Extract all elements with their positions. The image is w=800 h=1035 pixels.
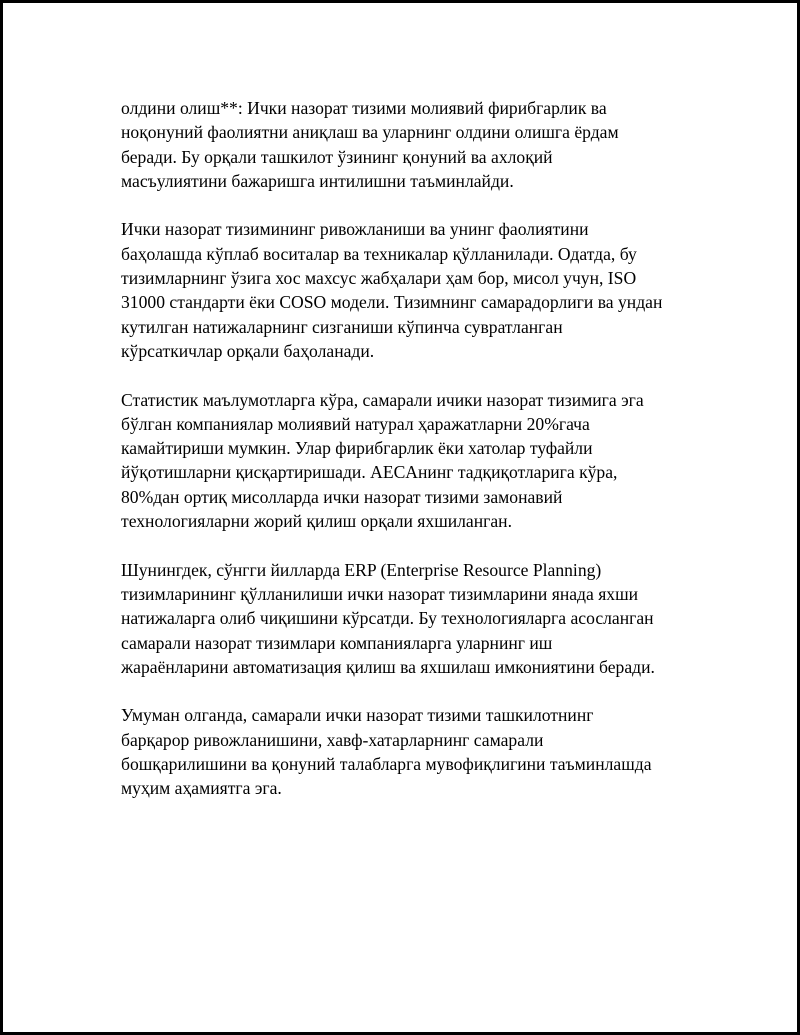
text-line: баҳолашда кўплаб воситалар ва техникалар қўлланилади. Одатда, бу [121,243,637,264]
text-line: беради. Бу орқали ташкилот ўзининг қонуний ва ахлоқий [121,146,553,167]
text-line: тизимларининг қўлланилиши ички назорат тизимларини янада яхши [121,583,639,604]
text-line: Ички назорат тизимининг ривожланиши ва унинг фаолиятини [121,219,589,240]
paragraph-conclusion [121,703,721,800]
text-line: йўқотишларни қисқартиришади. AECAнинг тадқиқотларига кўра, [121,462,618,483]
text-line: 80%дан ортиқ мисолларда ички назорат тизими замонавий [121,486,563,507]
text-line: Умуман олганда, самарали ички назорат тизими ташкилотнинг [121,705,594,726]
text-line: бўлган компаниялар молиявий натурал ҳаражатларни 20%гача [121,413,590,434]
text-line: тизимларнинг ўзига хос махсус жабҳалари ҳам бор, мисол учун, ISO [121,268,637,289]
text-line: самарали назорат тизимлари компанияларга уларнинг иш [121,632,553,653]
text-line: Шунингдек, сўнгги йилларда ERP (Enterprise Resource Planning) [121,559,602,580]
text-line: барқарор ривожланишини, хавф-хатарларнинг самарали [121,729,544,750]
paragraph-erp-systems [121,558,721,679]
text-line: технологияларни жорий қилиш орқали яхшиланган. [121,511,512,532]
text-line: масъулиятини бажаришга интилишни таъминлайди. [121,170,514,191]
text-line: муҳим аҳамиятга эга. [121,778,282,799]
text-line: натижаларга олиб чиқишини кўрсатди. Бу технологияларга асосланган [121,608,654,629]
paragraph-statistics [121,388,721,534]
text-line: жараёнларини автоматизация қилиш ва яхшилаш имкониятини беради. [121,656,655,677]
document-body [121,96,721,825]
text-line: ноқонуний фаолиятни аниқлаш ва уларнинг олдини олишга ёрдам [121,122,619,143]
paragraph-evaluation-tools [121,217,721,363]
text-line: камайтириши мумкин. Улар фирибгарлик ёки хатолар туфайли [121,438,593,459]
text-line: кўрсаткичлар орқали баҳоланади. [121,340,375,361]
text-line: 31000 стандарти ёки COSO модели. Тизимнинг самарадорлиги ва ундан [121,292,663,313]
text-line: бошқарилишини ва қонуний талабларга мувофиқлигини таъминлашда [121,754,652,775]
paragraph-fraud-prevention [121,96,721,193]
text-line: олдини олиш**: Ички назорат тизими молиявий фирибгарлик ва [121,98,607,118]
text-line: Статистик маълумотларга кўра, самарали ичики назорат тизимига эга [121,389,644,410]
text-line: кутилган натижаларнинг сизганиши кўпинча сувратланган [121,316,563,337]
